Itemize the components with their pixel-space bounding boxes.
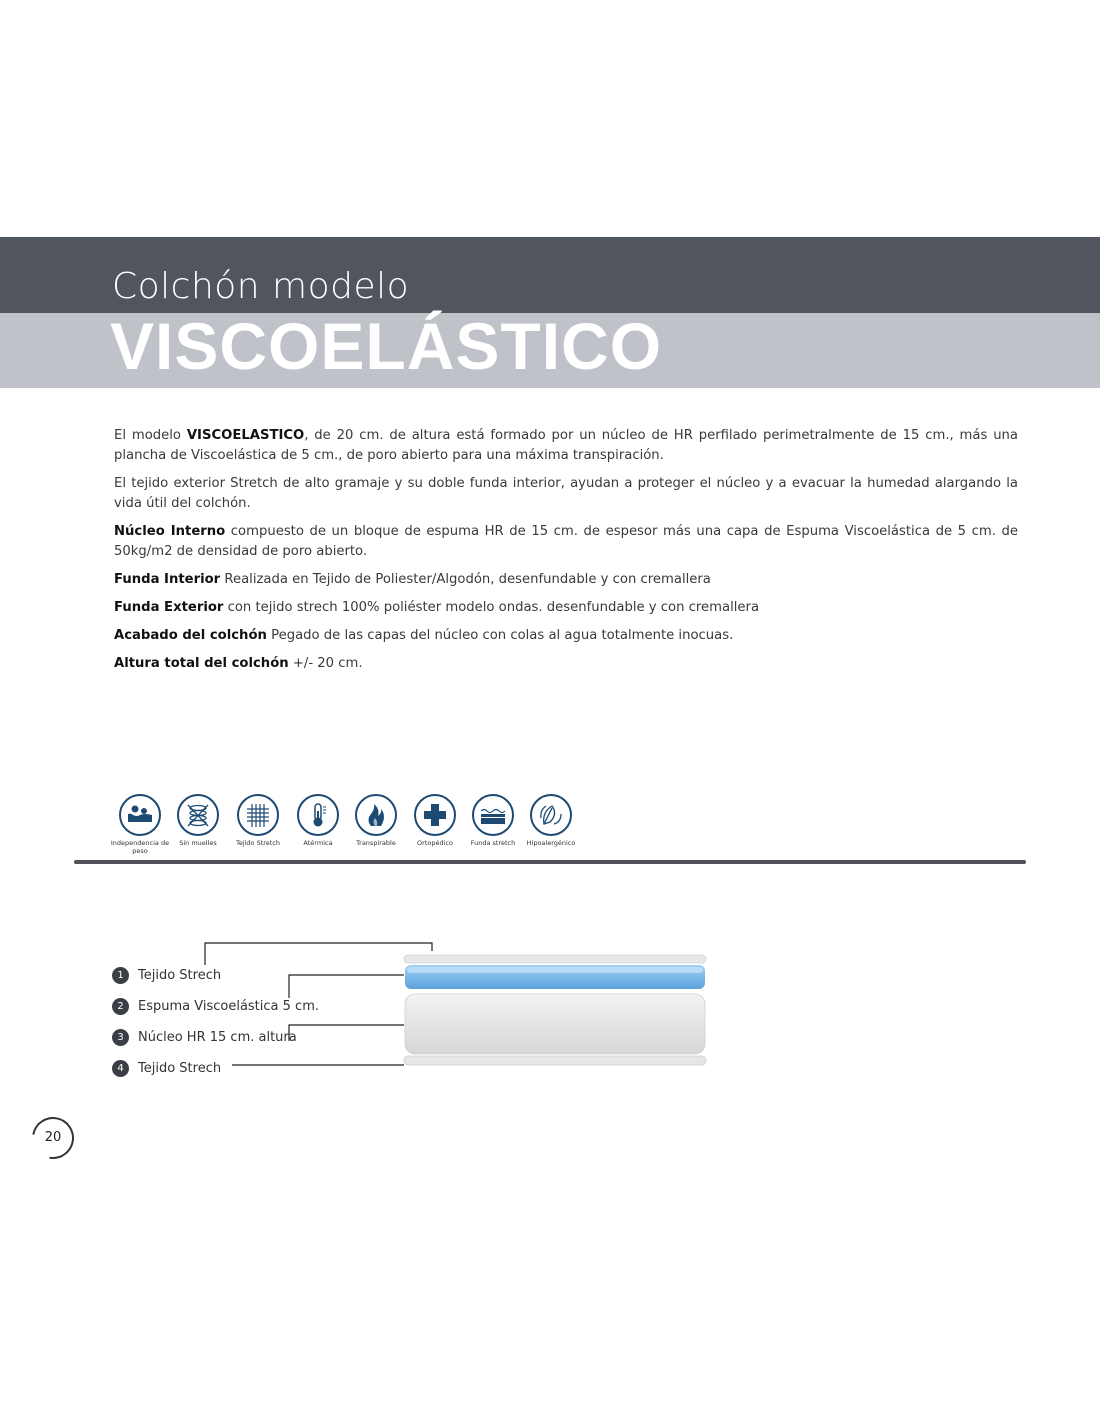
- page-subtitle: Colchón modelo: [112, 266, 410, 307]
- intro-text-rest: , de 20 cm. de altura está formado por un núcleo de HR perfilado perimetralmente de 15 cm., más una plancha de Viscoelástica de 5 cm., de poro abierto para una máxima transpiración.: [114, 428, 1018, 463]
- spec-text: compuesto de un bloque de espuma HR de 15 cm. de espesor más una capa de Espuma Viscoelástica de 5 cm. de 50kg/m2 de densidad de poro abierto.: [114, 524, 1018, 559]
- mattress-top-fabric: [404, 955, 706, 963]
- feature-label: Atérmica: [303, 839, 333, 847]
- layer-label: Tejido Strech: [138, 1061, 222, 1076]
- spec-label: Funda Exterior: [114, 600, 224, 615]
- spec-text: Realizada en Tejido de Poliester/Algodón, desenfundable y con cremallera: [220, 572, 711, 587]
- layer-number-badge: 4: [112, 1060, 129, 1077]
- feature-label: Funda stretch: [470, 839, 516, 847]
- layer-item: [112, 1058, 221, 1077]
- page-number: 20: [44, 1130, 62, 1145]
- spec-text: Pegado de las capas del núcleo con colas al agua totalmente inocuas.: [266, 628, 734, 643]
- feature-label: Transpirable: [356, 839, 396, 847]
- layer-item: [112, 996, 319, 1015]
- feature-label: Ortopédico: [417, 839, 453, 847]
- layer-number-badge: 1: [112, 967, 129, 984]
- layer-label: Espuma Viscoelástica 5 cm.: [138, 999, 319, 1014]
- feature-label: Tejido Stretch: [235, 839, 281, 847]
- spec-label: Funda Interior: [114, 572, 221, 587]
- mattress-hr-core: [405, 994, 705, 1054]
- layer-item: [112, 1027, 297, 1046]
- layer-number-badge: 2: [112, 998, 129, 1015]
- mattress-bottom-fabric: [404, 1056, 706, 1065]
- fabric-paragraph: El tejido exterior Stretch de alto gramaje y su doble funda interior, ayudan a proteger el núcleo y a evacuar la humedad alargando la vida útil del colchón.: [114, 476, 1018, 511]
- page-title: VISCOELÁSTICO: [110, 309, 663, 383]
- layer-item: [112, 965, 221, 984]
- spec-text: +/- 20 cm.: [288, 656, 363, 671]
- spec-label: Altura total del colchón: [114, 656, 289, 671]
- spec-label: Núcleo Interno: [114, 524, 226, 539]
- layer-label: Tejido Strech: [138, 968, 222, 983]
- spec-text: con tejido strech 100% poliéster modelo ondas. desenfundable y con cremallera: [223, 600, 760, 615]
- mattress-visco-layer: [405, 965, 705, 989]
- feature-label: Hipoalergénico: [526, 839, 576, 847]
- model-name: VISCOELASTICO: [186, 428, 305, 443]
- spec-label: Acabado del colchón: [114, 628, 267, 643]
- layer-label: Núcleo HR 15 cm. altura: [138, 1030, 297, 1045]
- intro-text: El modelo: [114, 428, 187, 443]
- layer-number-badge: 3: [112, 1029, 129, 1046]
- feature-label: Sin muelles: [179, 839, 217, 847]
- feature-label: Independencia de peso: [110, 839, 170, 855]
